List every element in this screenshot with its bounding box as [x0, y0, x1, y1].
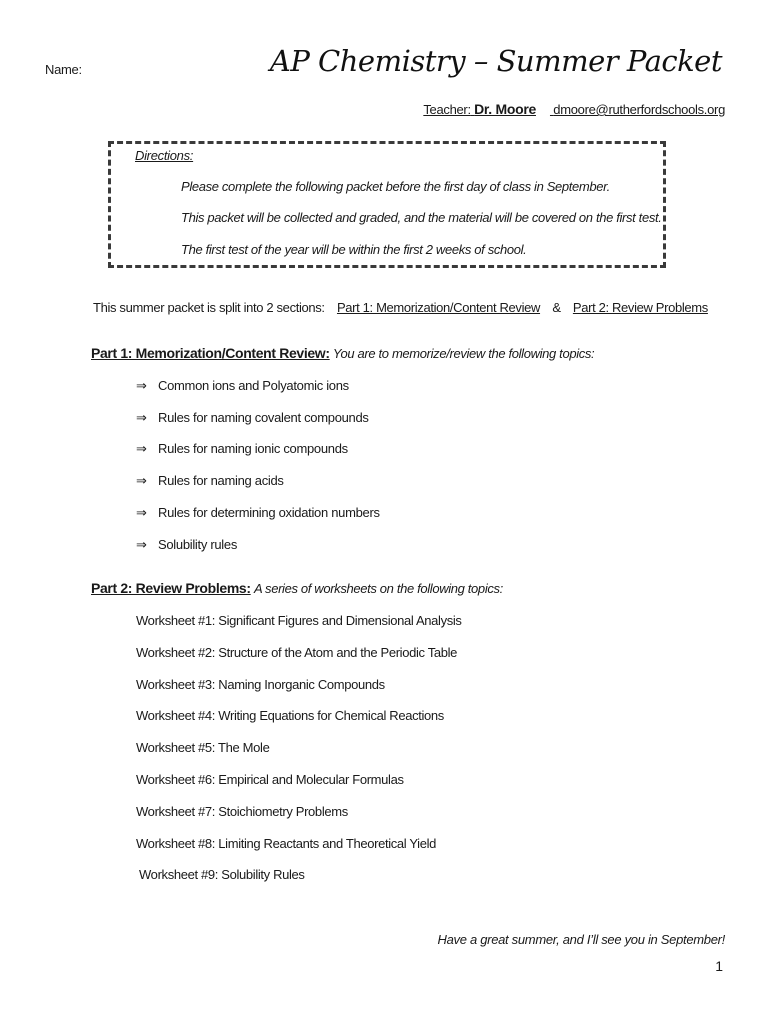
worksheet-item: Worksheet #2: Structure of the Atom and the Periodic Table	[136, 645, 458, 660]
topic-item	[136, 505, 380, 521]
part1-heading: Part 1: Memorization/Content Review:	[91, 345, 330, 361]
arrow-right-icon: ⇒	[136, 379, 147, 394]
part2-subheading: A series of worksheets on the following topics:	[253, 581, 503, 596]
arrow-right-icon: ⇒	[136, 538, 147, 553]
topic-label: Rules for determining oxidation numbers	[158, 505, 380, 520]
part2-heading: Part 2: Review Problems:	[91, 580, 251, 596]
teacher-name: Dr. Moore	[474, 101, 536, 117]
worksheet-item: Worksheet #7: Stoichiometry Problems	[136, 804, 348, 819]
teacher-email: dmoore@rutherfordschools.org	[553, 102, 725, 117]
closing-line: Have a great summer, and I’ll see you in September!	[437, 932, 725, 947]
arrow-right-icon: ⇒	[136, 474, 147, 489]
name-label: Name:	[45, 62, 82, 77]
worksheet-item: Worksheet #3: Naming Inorganic Compounds	[136, 677, 385, 692]
part2-heading-line	[91, 580, 503, 596]
arrow-right-icon: ⇒	[136, 411, 147, 426]
intro-ampersand: &	[552, 300, 561, 315]
topic-item	[136, 441, 348, 457]
intro-line	[93, 300, 708, 315]
intro-part1-link: Part 1: Memorization/Content Review	[336, 300, 541, 315]
topic-item	[136, 410, 369, 426]
page-title: AP Chemistry – Summer Packet	[269, 44, 722, 78]
teacher-line	[423, 101, 725, 117]
directions-line: Please complete the following packet before the first day of class in September.	[181, 179, 610, 194]
intro-part2-link: Part 2: Review Problems	[572, 300, 708, 315]
worksheet-item: Worksheet #4: Writing Equations for Chemical Reactions	[136, 708, 444, 723]
topic-label: Rules for naming covalent compounds	[158, 410, 369, 425]
topic-label: Rules for naming ionic compounds	[158, 441, 348, 456]
worksheet-item: Worksheet #1: Significant Figures and Dimensional Analysis	[136, 613, 462, 628]
topic-label: Solubility rules	[158, 537, 238, 552]
page-number: 1	[715, 958, 723, 974]
topic-label: Rules for naming acids	[158, 473, 284, 488]
topic-item	[136, 537, 237, 553]
topic-item	[136, 473, 284, 489]
topic-item	[136, 378, 349, 394]
worksheet-item: Worksheet #6: Empirical and Molecular Formulas	[136, 772, 404, 787]
directions-line: The first test of the year will be within the first 2 weeks of school.	[181, 242, 527, 257]
worksheet-item: Worksheet #8: Limiting Reactants and Theoretical Yield	[136, 836, 437, 851]
worksheet-item: Worksheet #5: The Mole	[136, 740, 270, 755]
arrow-right-icon: ⇒	[136, 506, 147, 521]
directions-heading: Directions:	[135, 148, 194, 163]
arrow-right-icon: ⇒	[136, 442, 147, 457]
intro-text: This summer packet is split into 2 sections:	[93, 300, 325, 315]
part1-heading-line	[91, 345, 594, 361]
part1-subheading: You are to memorize/review the following topics:	[332, 346, 595, 361]
topic-label: Common ions and Polyatomic ions	[158, 378, 349, 393]
worksheet-item: Worksheet #9: Solubility Rules	[139, 867, 305, 882]
teacher-label: Teacher:	[423, 102, 471, 117]
directions-line: This packet will be collected and graded, and the material will be covered on the first test.	[181, 210, 662, 225]
